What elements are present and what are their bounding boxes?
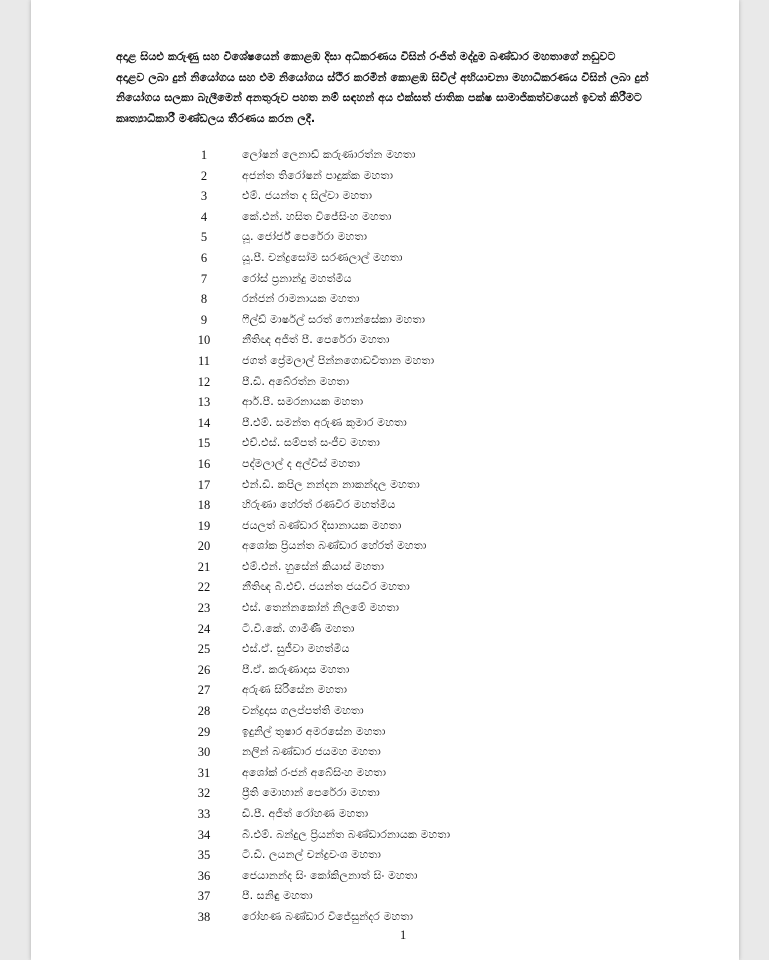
list-item-number: 15 [197, 436, 211, 451]
list-item [31, 845, 739, 866]
list-item-number: 37 [197, 889, 211, 904]
list-item-number: 21 [197, 559, 211, 574]
list-item [31, 619, 739, 640]
list-item-number: 14 [197, 415, 211, 430]
list-item-name: චන්ද්‍රදාස ගලප්පත්ති මහතා [242, 704, 364, 718]
list-item-name: ඉදුනිල් තුෂාර අමරසේන මහතා [242, 724, 386, 738]
list-item-name: එච්.එස්. සම්පත් සංජීව මහතා [242, 436, 380, 450]
list-item-number: 1 [200, 148, 208, 162]
list-item [31, 495, 739, 516]
list-item-number: 16 [197, 456, 211, 471]
list-item-name: පී.එම්. සමන්ත අරුණ කුමාර මහතා [242, 415, 407, 429]
list-item-number: 34 [197, 827, 211, 842]
list-item [31, 825, 739, 846]
list-item [31, 310, 739, 331]
list-item-name: ආර්.පී. සමරනායක මහතා [242, 395, 364, 409]
list-item-number: 5 [200, 230, 208, 245]
list-item-name: අජන්ත තිරෝෂන් පාදුක්ක මහතා [242, 168, 394, 182]
list-item-name: නීතිඥ අජිත් පී. පෙරේරා මහතා [242, 333, 390, 347]
list-item [31, 866, 739, 887]
list-item [31, 886, 739, 907]
list-item-number: 18 [197, 498, 211, 513]
list-item-number: 7 [200, 271, 208, 286]
list-item-number: 3 [200, 189, 208, 204]
list-item [31, 701, 739, 722]
list-item-name: ටී.වී.කේ. ගාමිණී මහතා [242, 621, 355, 635]
list-item-number: 32 [197, 786, 211, 801]
list-item [31, 227, 739, 248]
list-item-number: 6 [200, 250, 208, 265]
list-item [31, 680, 739, 701]
list-item [31, 166, 739, 187]
list-item-number: 35 [197, 848, 211, 863]
intro-paragraph [116, 47, 714, 129]
list-item-name: එස්. තෙන්නකෝන් නිලමේ මහතා [242, 601, 400, 615]
list-item-number: 38 [197, 909, 211, 924]
list-item-name: ලෝෂන් ලෙනාඩ් කරුණාරත්න මහතා [242, 148, 416, 161]
list-item-number: 30 [197, 745, 211, 760]
list-item [31, 557, 739, 578]
list-item-number: 23 [197, 601, 211, 616]
list-item-name: හිරුණා හේරත් රණවීර මහත්මිය [242, 498, 396, 512]
list-item-number: 2 [200, 168, 208, 183]
list-item [31, 804, 739, 825]
list-item-name: බී.එම්. බන්දුල ප්‍රියන්ත බණ්ඩාරනායක මහතා [242, 827, 451, 841]
list-item-number: 31 [197, 765, 211, 780]
list-item [31, 639, 739, 660]
list-item-number: 8 [200, 292, 208, 307]
list-item [31, 783, 739, 804]
list-item [31, 763, 739, 784]
intro-line: නියෝගය සලකා බැලීමෙන් අනතුරුව පහත නම් සඳහන් අය එක්සත් ජාතික පක්ෂ සාමාජිකත්වයෙන් ඉවත් කිරීමට [116, 91, 642, 104]
list-item [31, 269, 739, 290]
list-item-name: පී.ඩී. අබේරත්න මහතා [242, 374, 350, 388]
list-item-number: 12 [197, 374, 211, 389]
list-item [31, 907, 739, 928]
list-item-number: 19 [197, 518, 211, 533]
list-item-number: 36 [197, 868, 211, 883]
list-item [31, 392, 739, 413]
list-item-name: රෝහණ බණ්ඩාර විජේසුන්දර මහතා [242, 909, 414, 923]
list-item-number: 26 [197, 662, 211, 677]
list-item-name: එම්.එන්. හුසේන් කියාස් මහතා [242, 559, 385, 573]
list-item-name: පද්මලාල් ද අල්විස් මහතා [242, 456, 361, 470]
list-item-name: අශෝක් රංජන් අබේසිංහ මහතා [242, 765, 387, 779]
list-item-name: රන්ජන් රාමනායක මහතා [242, 292, 360, 306]
list-item-name: නලින් බණ්ඩාර ජයමහ මහතා [242, 745, 381, 759]
list-item-number: 9 [200, 312, 208, 327]
list-item-number: 20 [197, 539, 211, 554]
list-item [31, 186, 739, 207]
list-item-name: පී.ඒ. කරුණාදාස මහතා [242, 662, 350, 676]
list-item-number: 25 [197, 642, 211, 657]
list-item [31, 145, 739, 166]
list-item [31, 351, 739, 372]
list-item-name: අශෝක ප්‍රියන්ත බණ්ඩාර හේරත් මහතා [242, 539, 427, 553]
list-item [31, 372, 739, 393]
list-item-name: අරුණ සිරිසේන මහතා [242, 683, 348, 697]
list-item-name: ජයලත් බණ්ඩාර දිසානායක මහතා [242, 518, 402, 532]
document-page [31, 0, 739, 960]
list-item-name: ජගත් ප්‍රේමලාල් පින්නගොඩවිතාන මහතා [242, 353, 435, 367]
list-item-number: 10 [197, 333, 211, 348]
list-item-number: 22 [197, 580, 211, 595]
list-item-name: ප්‍රීති මොහාන් පෙරේරා මහතා [242, 786, 380, 800]
list-item-name: පී. සනිඳු මහතා [242, 889, 313, 903]
list-item-name: ජෙයානන්ද සිං කෝකිලනාත් සිං මහතා [242, 868, 418, 882]
intro-line: අදාළව ලබා දුන් නියෝගය සහ එම නියෝගය ස්ථිර කරමින් කොළඹ සිවිල් අභියාචනා මහාධිකරණය විසින් ලබා දුන් [116, 70, 649, 84]
list-item-number: 17 [197, 477, 211, 492]
list-item [31, 475, 739, 496]
page-number: 1 [400, 928, 407, 942]
list-item-name: එස්.ඒ. සුජීවා මහත්මිය [242, 642, 350, 656]
member-list [31, 145, 739, 928]
list-item [31, 742, 739, 763]
list-item-name: එන්.ඩී. කපිල නන්දන නාකන්දල මහතා [242, 477, 420, 491]
list-item-number: 13 [197, 395, 211, 410]
intro-line: අදාළ සියළු කරුණු සහ විශේෂයෙන් කොළඹ දිසා අධිකරණය විසින් රංජිත් මද්දුම බණ්ඩාර මහතාගේ නඩුවට [116, 50, 616, 63]
list-item [31, 413, 739, 434]
list-item-number: 24 [197, 621, 211, 636]
list-item [31, 577, 739, 598]
list-item-number: 4 [200, 209, 208, 224]
list-item-name: කේ.එන්. හසිත විජේසිංහ මහතා [242, 209, 392, 223]
list-item [31, 330, 739, 351]
list-item [31, 516, 739, 537]
list-item-name: ඩී.පී. අජිත් රෝහණ මහතා [242, 807, 369, 820]
list-item [31, 248, 739, 269]
list-item-name: රෝස් ප්‍රනාන්දු මහත්මිය [242, 271, 352, 285]
list-item-number: 33 [197, 807, 211, 821]
list-item [31, 289, 739, 310]
list-item [31, 722, 739, 743]
list-item-number: 28 [197, 704, 211, 719]
list-item [31, 536, 739, 557]
list-item-name: එම්. ජයන්ත ද සිල්වා මහතා [242, 189, 373, 203]
list-item [31, 454, 739, 475]
intro-line: කෘත්‍යාධිකාරී මණ්ඩලය තීරණය කරන ලදී. [116, 111, 316, 125]
list-item-name: යූ.පී. චන්ද්‍රසෝම සරණලාල් මහතා [242, 250, 403, 264]
list-item [31, 660, 739, 681]
list-item-name: නීතිඥ බී.එච්. ජයන්ත ජයවීර මහතා [242, 580, 410, 594]
list-item-name: යූ. ජෝර්ජ් පෙරේරා මහතා [242, 230, 368, 244]
list-item-name: ටී.ඩී. ලයනල් චන්ද්‍රවංශ මහතා [242, 848, 381, 862]
list-item [31, 598, 739, 619]
list-item [31, 433, 739, 454]
list-item-number: 27 [197, 683, 211, 698]
list-item [31, 207, 739, 228]
list-item-name: ෆීල්ඩ් මාර්ෂල් සරත් ෆොන්සේකා මහතා [242, 312, 426, 326]
list-item-number: 29 [197, 724, 211, 739]
list-item-number: 11 [197, 353, 211, 368]
